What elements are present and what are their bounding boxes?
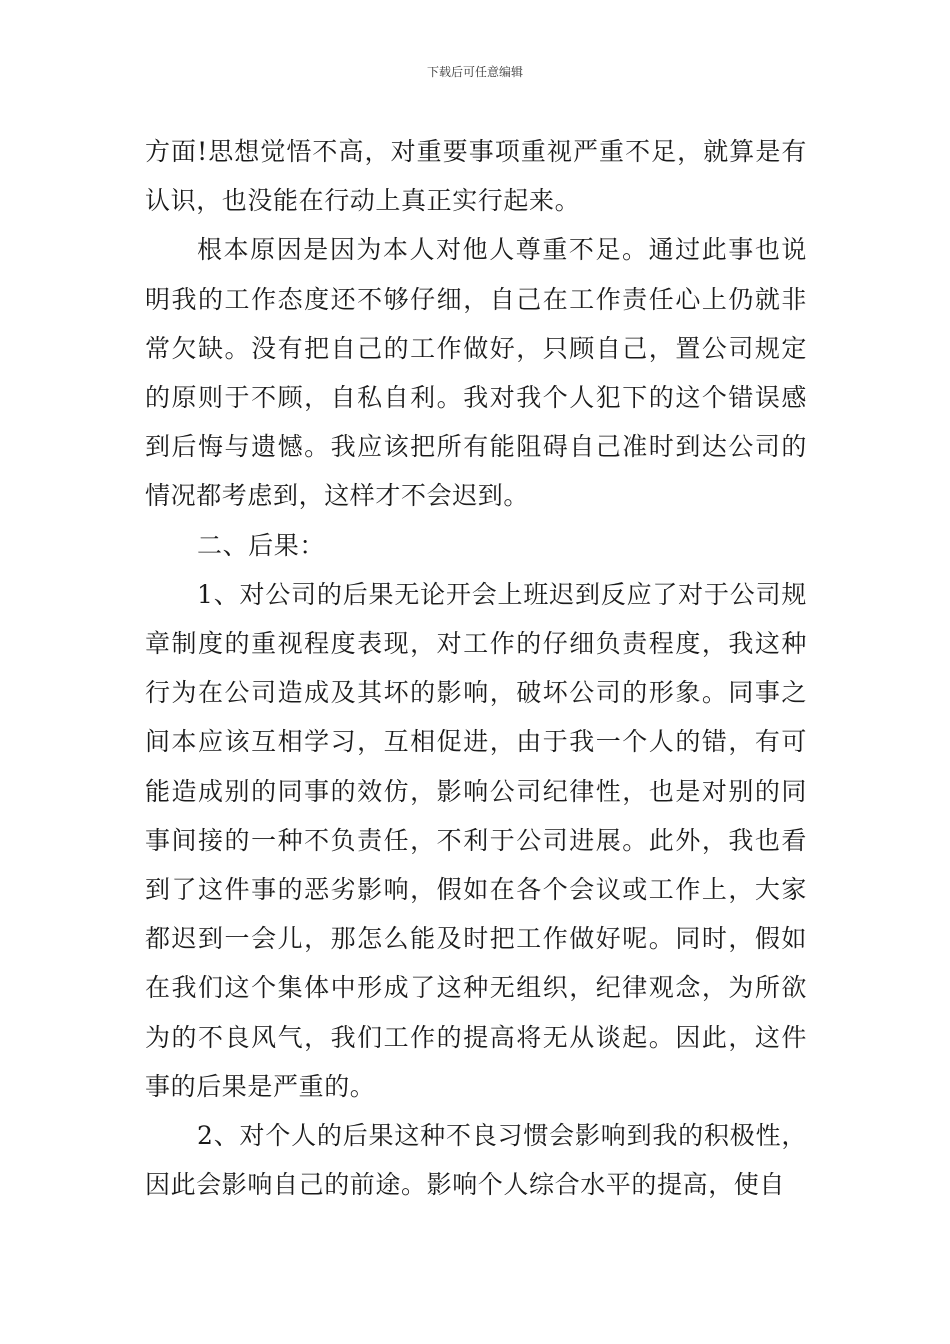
paragraph-personal-consequences: 2、对个人的后果这种不良习惯会影响到我的积极性，因此会影响自己的前途。影响个人综合水平的提高，使自	[145, 1121, 807, 1200]
paragraph-root-cause: 根本原因是因为本人对他人尊重不足。通过此事也说明我的工作态度还不够仔细，自己在工作责任心上仍就非常欠缺。没有把自己的工作做好，只顾自己，置公司规定的原则于不顾，自私自利。我对我个人犯下的这个错误感到后悔与遗憾。我应该把所有能阻碍自己准时到达公司的情况都考虑到，这样才不会迟到。	[145, 235, 807, 511]
section-heading-consequences: 二、后果：	[197, 530, 326, 560]
paragraph-continuation: 方面!思想觉悟不高，对重要事项重视严重不足，就算是有认识，也没能在行动上真正实行起来。	[145, 137, 807, 216]
paragraph-company-consequences: 1、对公司的后果无论开会上班迟到反应了对于公司规章制度的重视程度表现，对工作的仔细负责程度，我这种行为在公司造成及其坏的影响，破坏公司的形象。同事之间本应该互相学习，互相促进，由于我一个人的错，有可能造成别的同事的效仿，影响公司纪律性，也是对别的同事间接的一种不负责任，不利于公司进展。此外，我也看到了这件事的恶劣影响，假如在各个会议或工作上，大家都迟到一会儿，那怎么能及时把工作做好呢。同时，假如在我们这个集体中形成了这种无组织，纪律观念，为所欲为的不良风气，我们工作的提高将无从谈起。因此，这件事的后果是严重的。	[145, 579, 807, 1101]
page-header: 下载后可任意编辑	[426, 65, 523, 79]
document-body	[145, 127, 807, 1209]
